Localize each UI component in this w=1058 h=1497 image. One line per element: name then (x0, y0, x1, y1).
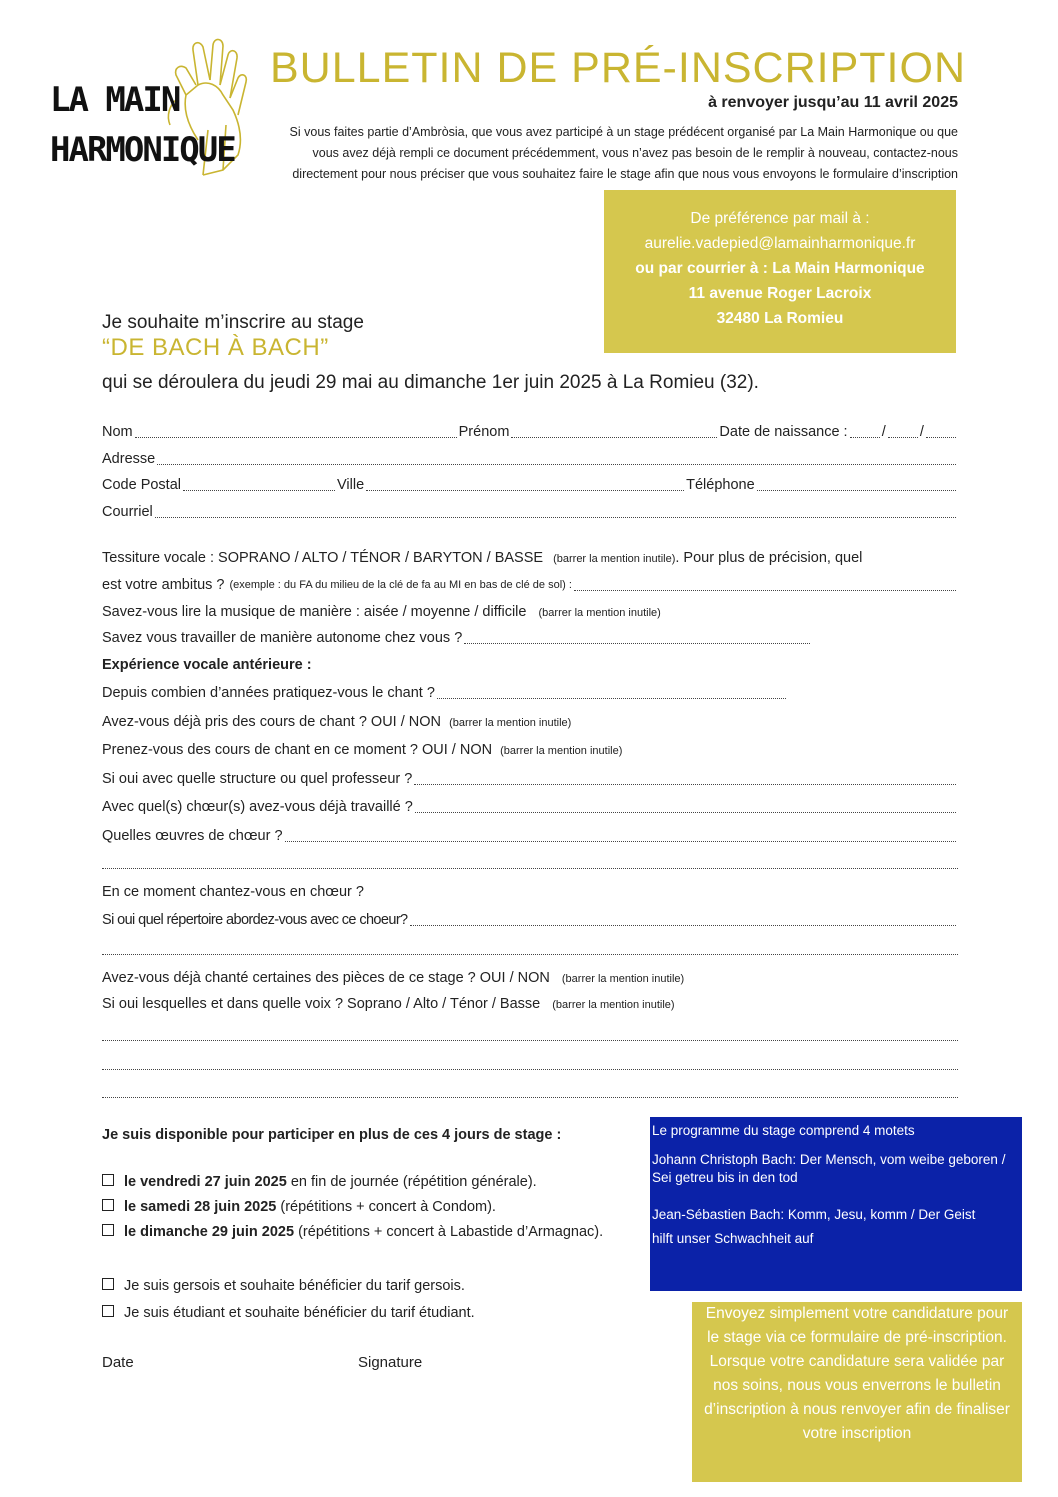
choeurs-field[interactable] (415, 811, 956, 813)
q-voix (102, 993, 958, 1015)
prenom-label: Prénom (458, 424, 510, 440)
adresse-label: Adresse (102, 451, 156, 467)
ambitus-field[interactable] (574, 589, 956, 591)
q-choeurs (102, 796, 958, 818)
annees-field[interactable] (437, 697, 786, 699)
availability-date: le vendredi 27 juin 2025 (124, 1174, 287, 1190)
availability-item[interactable] (102, 1171, 642, 1193)
program-heading: Le programme du stage comprend 4 motets (652, 1123, 915, 1138)
q-cours-pris (102, 711, 958, 733)
repertoire-label: Si oui quel répertoire abordez-vous avec ce choeur? (102, 912, 408, 928)
pieces-label: Avez-vous déjà chanté certaines des pièces de ce stage ? OUI / NON (102, 970, 550, 986)
q-annees (102, 682, 788, 704)
nom-field[interactable] (135, 436, 457, 438)
ambitus-example: (exemple : du FA du milieu de la clé de fa au MI en bas de clé de sol) : (229, 579, 572, 591)
structure-field[interactable] (414, 783, 956, 785)
intro-line: Si vous faites partie d’Ambròsia, que vous avez participé à un stage prédécent organisé par La Main Harmonique ou que (289, 125, 958, 139)
naissance-label: Date de naissance : (719, 424, 848, 440)
voix-field-line-2[interactable] (102, 1047, 958, 1070)
checkbox-icon[interactable] (102, 1199, 114, 1211)
barrer-note: (barrer la mention inutile) (561, 973, 685, 985)
ambitus-label: est votre ambitus ? (102, 577, 225, 593)
availability-item[interactable] (102, 1221, 650, 1243)
identity-row-2 (102, 448, 958, 470)
experience-heading: Expérience vocale antérieure : (102, 657, 312, 673)
stage-name: “DE BACH À BACH” (102, 334, 329, 361)
voix-field-line-3[interactable] (102, 1075, 958, 1098)
date-label: Date (102, 1354, 134, 1371)
availability-date: le samedi 28 juin 2025 (124, 1199, 277, 1215)
identity-row-4 (102, 501, 958, 523)
q-repertoire (102, 909, 958, 931)
tarif-etudiant-label: Je suis étudiant et souhaite bénéficier du tarif étudiant. (124, 1305, 475, 1321)
repertoire-field[interactable] (410, 924, 956, 926)
contact-line: ou par courrier à : La Main Harmonique (635, 260, 925, 277)
q-structure (102, 768, 958, 790)
voix-label: Si oui lesquelles et dans quelle voix ? Soprano / Alto / Ténor / Basse (102, 996, 541, 1012)
oeuvres-field-line-2[interactable] (102, 846, 958, 869)
availability-heading: Je suis disponible pour participer en plus de ces 4 jours de stage : (102, 1127, 562, 1143)
precision-label: . Pour plus de précision, quel (675, 550, 863, 566)
naissance-year-field[interactable] (926, 436, 956, 438)
oeuvres-field[interactable] (285, 840, 956, 842)
q-en-choeur: En ce moment chantez-vous en chœur ? (102, 884, 364, 900)
note-box (692, 1302, 1022, 1482)
nom-label: Nom (102, 424, 133, 440)
naissance-day-field[interactable] (850, 436, 880, 438)
q-tessiture (102, 547, 958, 569)
tarif-gersois[interactable] (102, 1275, 642, 1297)
tarif-gersois-label: Je suis gersois et souhaite bénéficier du tarif gersois. (124, 1278, 465, 1294)
barrer-note: (barrer la mention inutile) (552, 999, 675, 1011)
voix-field-line-1[interactable] (102, 1018, 958, 1041)
annees-label: Depuis combien d’années pratiquez-vous le chant ? (102, 685, 435, 701)
lire-label: Savez-vous lire la musique de manière : aisée / moyenne / difficile (102, 604, 527, 620)
tarif-etudiant[interactable] (102, 1302, 642, 1324)
contact-line: 32480 La Romieu (716, 310, 844, 327)
autonome-label: Savez vous travailler de manière autonome chez vous ? (102, 630, 463, 646)
logo-line-2: HARMONIQUE (50, 130, 235, 170)
barrer-note: (barrer la mention inutile) (500, 745, 623, 757)
contact-line: De préférence par mail à : (690, 210, 870, 227)
cp-field[interactable] (183, 489, 335, 491)
adresse-field[interactable] (157, 463, 956, 465)
checkbox-icon[interactable] (102, 1305, 114, 1317)
note-text: Envoyez simplement votre candidature pour le stage via ce formulaire de pré-inscription. Lorsque votre candidature sera validée par nos soins, nous vous enverrons le bulletin d’inscription à nous renvoyer afin de finaliser votre inscription (704, 1305, 1010, 1442)
intro-line: directement pour nous préciser que vous souhaitez faire le stage afin que nous vous envoyons le formulaire d’inscription (292, 167, 958, 181)
checkbox-icon[interactable] (102, 1224, 114, 1236)
autonome-field[interactable] (464, 642, 810, 644)
q-ambitus (102, 574, 958, 596)
q-oeuvres (102, 825, 958, 847)
availability-detail: en fin de journée (répétition générale). (286, 1174, 537, 1190)
program-box (650, 1117, 1022, 1291)
deadline: à renvoyer jusqu’au 11 avril 2025 (708, 94, 958, 111)
barrer-note: (barrer la mention inutile) (449, 717, 572, 729)
intro-line: vous avez déjà rempli ce document précédemment, vous n’avez pas besoin de le remplir à nouveau, contactez-nous (312, 146, 958, 160)
logo-line-1: LA MAIN (50, 80, 180, 120)
cours-now-label: Prenez-vous des cours de chant en ce moment ? OUI / NON (102, 742, 493, 758)
ville-field[interactable] (366, 489, 684, 491)
stage-dates: qui se déroulera du jeudi 29 mai au dimanche 1er juin 2025 à La Romieu (32). (102, 372, 759, 393)
availability-detail: (répétitions + concert à Labastide d’Armagnac). (294, 1224, 604, 1240)
barrer-note: (barrer la mention inutile) (553, 553, 676, 565)
oeuvres-label: Quelles œuvres de chœur ? (102, 828, 283, 844)
program-line: Jean-Sébastien Bach: Komm, Jesu, komm / Der Geist (652, 1207, 976, 1222)
q-pieces (102, 967, 958, 989)
contact-box (604, 190, 956, 353)
contact-line: 11 avenue Roger Lacroix (688, 285, 872, 302)
tessiture-label: Tessiture vocale : SOPRANO / ALTO / TÉNOR / BARYTON / BASSE (102, 550, 544, 566)
date-separator: / (881, 424, 886, 440)
choeurs-label: Avec quel(s) chœur(s) avez-vous déjà travaillé ? (102, 799, 413, 815)
program-line: hilft unser Schwachheit auf (652, 1231, 814, 1246)
structure-label: Si oui avec quelle structure ou quel professeur ? (102, 771, 413, 787)
contact-email[interactable]: aurelie.vadepied@lamainharmonique.fr (644, 235, 916, 252)
repertoire-field-line-2[interactable] (102, 932, 958, 955)
program-line: Johann Christoph Bach: Der Mensch, vom weibe geboren / (652, 1152, 1006, 1167)
q-cours-now (102, 739, 958, 761)
availability-detail: (répétitions + concert à Condom). (276, 1199, 496, 1215)
cp-label: Code Postal (102, 477, 181, 493)
page-title: BULLETIN DE PRÉ-INSCRIPTION (270, 44, 966, 92)
stage-intro: Je souhaite m’inscrire au stage (102, 312, 364, 333)
cours-pris-label: Avez-vous déjà pris des cours de chant ? OUI / NON (102, 714, 442, 730)
courriel-label: Courriel (102, 504, 153, 520)
checkbox-icon[interactable] (102, 1174, 114, 1186)
tel-label: Téléphone (686, 477, 755, 493)
identity-row-3 (102, 474, 958, 496)
barrer-note: (barrer la mention inutile) (538, 607, 661, 619)
signature-label: Signature (358, 1354, 423, 1371)
courriel-field[interactable] (155, 516, 956, 518)
prenom-field[interactable] (511, 436, 717, 438)
identity-row-1 (102, 421, 958, 443)
q-autonome (102, 627, 812, 649)
availability-item[interactable] (102, 1196, 642, 1218)
date-separator: / (919, 424, 924, 440)
availability-date: le dimanche 29 juin 2025 (124, 1224, 295, 1240)
q-lire (102, 601, 958, 623)
tel-field[interactable] (757, 489, 956, 491)
ville-label: Ville (337, 477, 365, 493)
checkbox-icon[interactable] (102, 1278, 114, 1290)
logo (48, 30, 258, 180)
intro-text (238, 122, 958, 185)
program-line: Sei getreu bis in den tod (652, 1170, 798, 1185)
naissance-month-field[interactable] (888, 436, 918, 438)
